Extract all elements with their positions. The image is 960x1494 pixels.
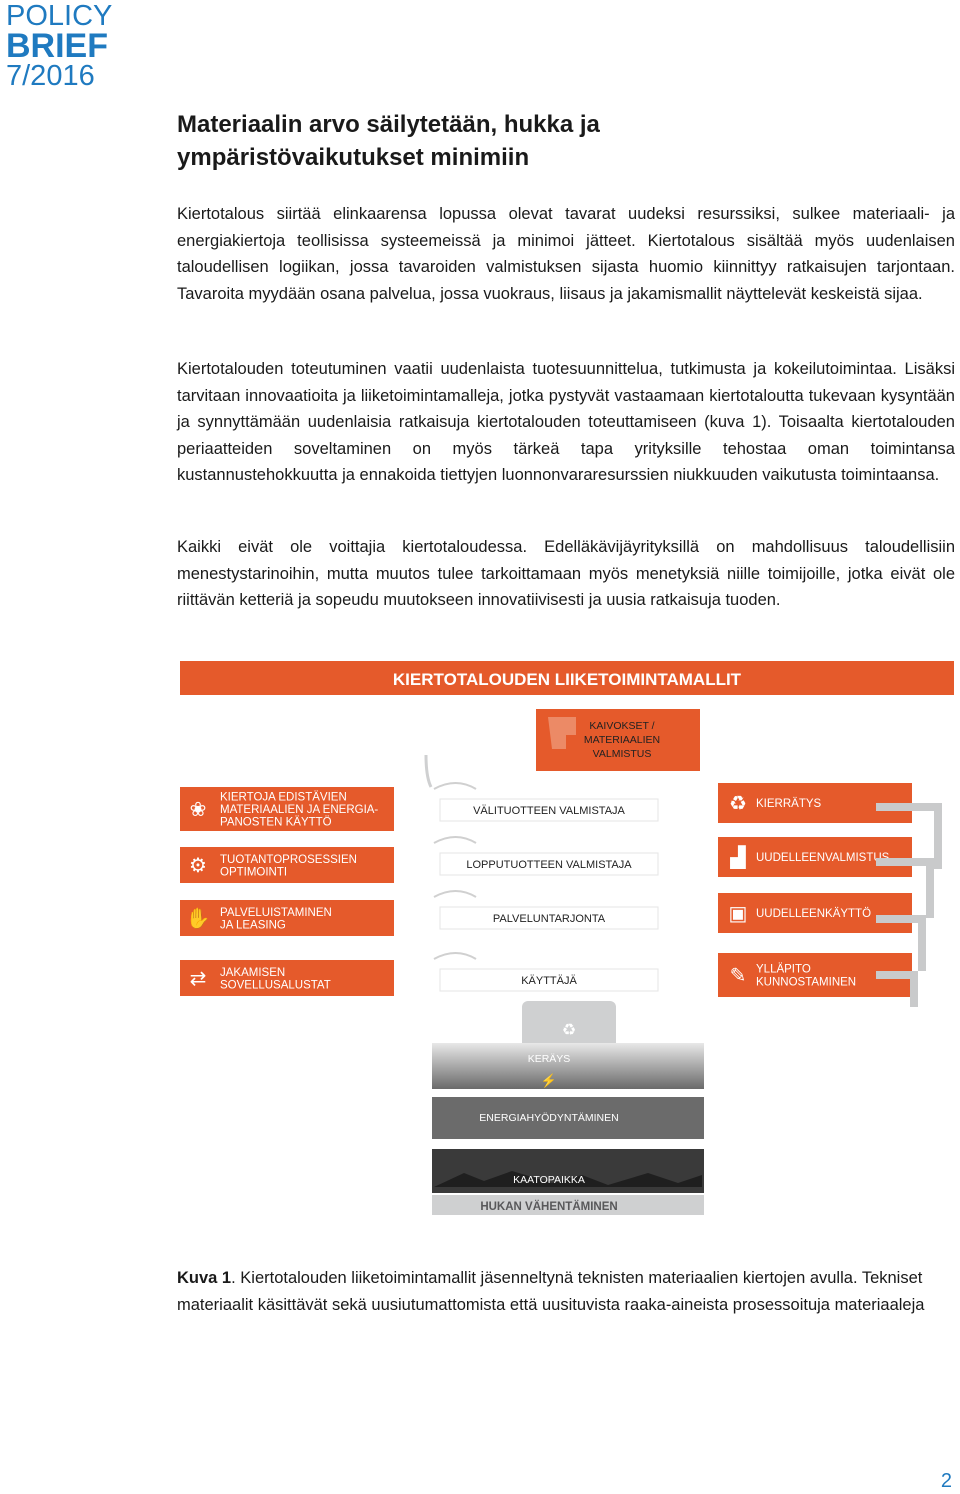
wrench-icon: ✎ — [729, 965, 747, 987]
center-item-label: KÄYTTÄJÄ — [521, 975, 577, 987]
left-item-label: PANOSTEN KÄYTTÖ — [220, 816, 332, 829]
left-item-label: KIERTOJA EDISTÄVIEN — [220, 791, 347, 804]
right-item-label: KIERRÄTYS — [756, 798, 822, 810]
center-connector — [434, 837, 476, 843]
left-item-label: TUOTANTOPROSESSIEN — [220, 853, 357, 866]
center-item-label: PALVELUNTARJONTA — [492, 913, 606, 925]
left-item-label: OPTIMOINTI — [220, 866, 288, 879]
caption-label: Kuva 1 — [177, 1269, 232, 1287]
top-box-line-2: MATERIAALIEN — [583, 734, 661, 746]
left-item-label: MATERIAALIEN JA ENERGIA- — [220, 804, 379, 816]
bin-recycle-icon: ♻ — [561, 1022, 577, 1039]
page-number: 2 — [940, 1470, 952, 1492]
bottom-item-collection: KERÄYS — [527, 1053, 571, 1065]
paragraph-2: Kiertotalouden toteutuminen vaatii uudenlaista tuotesuunnittelua, tutkimusta ja kokeilutoimintaa. Lisäksi tarvitaan innovaatioita ja liiketoimintamalleja, jotka pystyvät vastaamaan kiertotaloutta tukevaan kysyntään ja synnyttämään uudenlaisia ratkaisuja kiertotalouden toteuttamiseen (kuva 1). Toisaalta kiertotalouden periaatteiden soveltaminen on myös tärkeä tapa yrityksille tehostaa oman toimintansa kustannustehokkuutta ja ennakoida tiettyjen luonnonvararesurssien niukkuuden vaikutusta toimintaansa. — [177, 360, 955, 484]
paragraph-3: Kaikki eivät ole voittajia kiertotaloudessa. Edelläkävijäyrityksillä on mahdollisuus taloudellisiin menestystarinoihin, mutta muutos tulee tarkoittamaan myös menetyksiä niille toimijoille, jotka eivät ole riittävän ketteriä ja sopeudu muutokseen innovatiivisesti ja uusia ratkaisuja tuoden. — [177, 538, 955, 609]
right-item-label: UUDELLEENKÄYTTÖ — [756, 908, 872, 920]
handshake-icon: ✋ — [185, 908, 211, 930]
right-items — [718, 783, 912, 997]
center-item-label: VÄLITUOTTEEN VALMISTAJA — [473, 805, 625, 817]
bag-icon: ▣ — [728, 903, 748, 925]
policy-brief-logo — [6, 0, 112, 91]
caption-text: . Kiertotalouden liiketoimintamallit jäsenneltynä teknisten materiaalien kiertojen avulla. Tekniset materiaalit käsittävät sekä uusiutumattomista että uusituvista raaka-aineista prosessoituja materiaaleja — [177, 1269, 925, 1314]
share-icon: ⇄ — [189, 968, 207, 990]
left-item-label: JAKAMISEN — [220, 966, 286, 979]
top-box-line-1: KAIVOKSET / — [589, 720, 655, 732]
figure-caption — [177, 1265, 955, 1318]
left-items — [180, 787, 394, 996]
bottom-item-landfill: KAATOPAIKKA — [513, 1174, 585, 1186]
recycle-icon: ♻ — [729, 793, 747, 815]
left-item-label: PALVELUISTAMINEN — [220, 906, 332, 919]
center-items — [434, 783, 658, 991]
right-item-label: UUDELLEENVALMISTUS — [756, 852, 890, 864]
brand-issue: 7/2016 — [6, 60, 95, 92]
brand-line-brief: BRIEF — [6, 27, 108, 65]
figure-title: KIERTOTALOUDEN LIIKETOIMINTAMALLIT — [392, 670, 742, 689]
center-connector — [434, 891, 476, 897]
center-connector — [434, 953, 476, 959]
leaf-cycle-icon: ❀ — [189, 799, 207, 821]
figure-svg — [176, 657, 958, 1222]
left-item-label: SOVELLUSALUSTAT — [220, 979, 331, 992]
flow-line — [426, 755, 431, 787]
factory-icon: ▟ — [730, 847, 746, 869]
left-item-label: JA LEASING — [220, 919, 286, 932]
circular-economy-figure — [176, 657, 958, 1222]
collection-band — [432, 1043, 704, 1089]
right-item-label: YLLÄPITO — [756, 963, 811, 976]
top-box-line-3: VALMISTUS — [592, 748, 652, 760]
energy-icon: ⚡ — [540, 1073, 558, 1088]
paragraph-1: Kiertotalous siirtää elinkaarensa lopussa olevat tavarat uudeksi resurssiksi, sulkee materiaali- ja energiakiertoja teollisissa systeemeissä ja minimoi jätteet. Kiertotalous sisältää myös uudenlaisen taloudellisen logiikan, jossa tavaroiden valmistuksen sijasta huomio kiinnittyy ratkaisujen tarjontaan. Tavaroita myydään osana palvelua, jossa vuokraus, liisaus ja jakamismallit näyttelevät keskeistä sijaa. — [177, 205, 955, 303]
brand-line-policy: POLICY — [6, 0, 113, 32]
figure-footer: HUKAN VÄHENTÄMINEN — [480, 1201, 618, 1213]
right-item-label: KUNNOSTAMINEN — [756, 976, 857, 989]
section-heading: Materiaalin arvo säilytetään, hukka ja ympäristövaikutukset minimiin — [177, 111, 600, 171]
center-item-label: LOPPUTUOTTEEN VALMISTAJA — [466, 859, 632, 871]
bottom-item-energy: ENERGIAHYÖDYNTÄMINEN — [479, 1112, 619, 1124]
gear-icon: ⚙ — [189, 855, 207, 877]
center-connector — [434, 783, 476, 789]
